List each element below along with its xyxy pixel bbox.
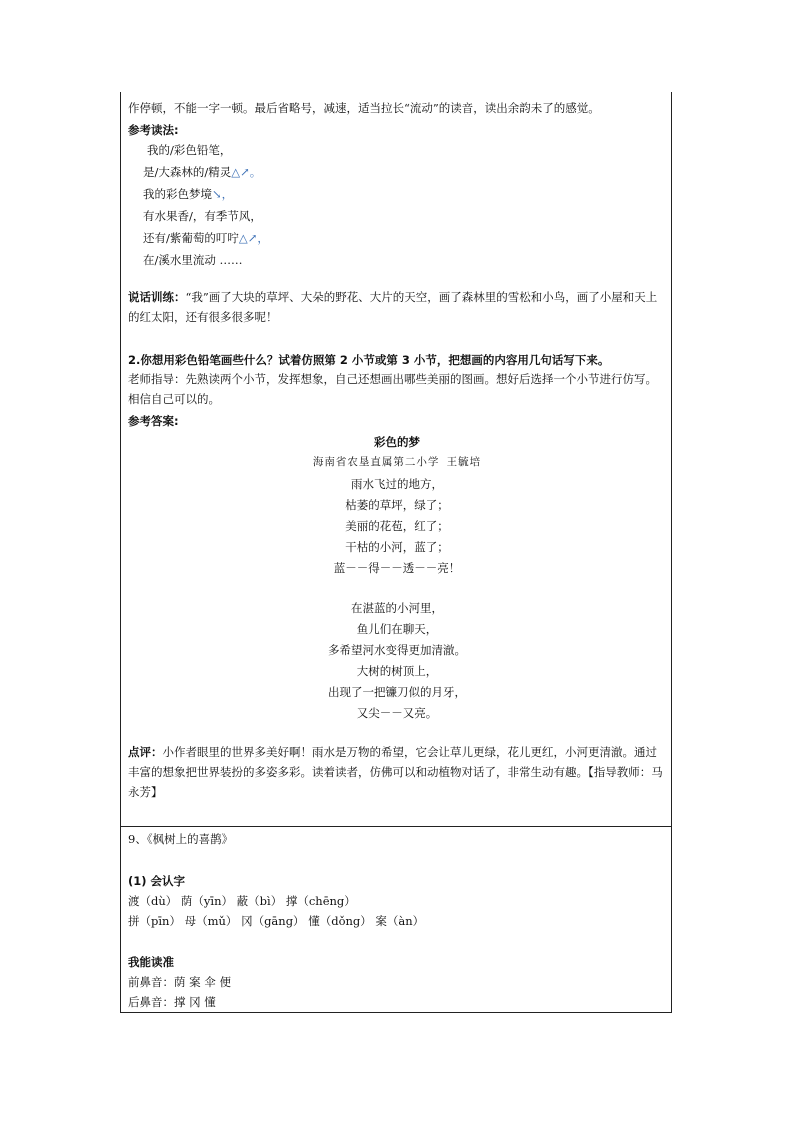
ref-answer-title: 参考答案: [128, 414, 179, 428]
ref-reading-title: 参考读法: [128, 123, 179, 137]
poem-line: 枯萎的草坪，绿了； [345, 498, 449, 512]
document-table [120, 92, 672, 1012]
reading-line: 我的/彩色铅笔， [147, 143, 232, 157]
poem-line: 大树的树顶上， [356, 664, 438, 678]
poem-title: 彩色的梦 [374, 435, 420, 449]
front-nasal-row: 前鼻音：荫 案 伞 便 [128, 975, 231, 989]
recognize-row: 拼（pīn） 母（mǔ） 冈（gāng） 懂（dǒng） 案（àn） [128, 914, 425, 928]
lesson-title: 9、《枫树上的喜鹊》 [128, 832, 234, 846]
reading-line: 我的彩色梦境↘， [143, 187, 234, 201]
read-title: 我能读准 [128, 955, 174, 969]
comment-block: 点评：小作者眼里的世界多美好啊！雨水是万物的希望，它会让草儿更绿，花儿更红，小河更清澈。通过丰富的想象把世界装扮的多姿多彩。读着读者，仿佛可以和动植物对话了，非常生动有趣。【指导教师：马永芳】 [128, 745, 663, 799]
intonation-rise-icon: △↗， [238, 231, 269, 245]
intro-line: 作停顿，不能一字一顿。最后省略号，减速，适当拉长“流动”的读音，读出余韵未了的感觉。 [128, 101, 600, 115]
speaking-training: 说话训练：“我”画了大块的草坪、大朵的野花、大片的天空，画了森林里的雪松和小鸟，画了小屋和天上的红太阳，还有很多很多呢！ [128, 290, 658, 324]
poem-line: 美丽的花苞，红了； [345, 519, 449, 533]
poem-line: 鱼儿们在聊天， [356, 622, 438, 636]
poem-line: 蓝－－得－－透－－亮！ [333, 561, 461, 575]
reading-line: 有水果香/，有季节风， [143, 209, 262, 223]
poem-author: 海南省农垦直属第二小学 王毓培 [312, 456, 482, 468]
teacher-guide: 老师指导：先熟读两个小节，发挥想象，自己还想画出哪些美丽的图画。想好后选择一个小节进行仿写。相信自己可以的。 [128, 372, 657, 406]
top-cell [120, 92, 672, 827]
poem-line: 在湛蓝的小河里， [351, 601, 443, 615]
poem-line: 干枯的小河，蓝了； [345, 540, 449, 554]
reading-line: 是/大森林的/精灵△↗。 [143, 165, 262, 179]
poem-line: 又尖－－又亮。 [356, 706, 438, 720]
intonation-rise-icon: △↗。 [231, 165, 262, 179]
recognize-row: 渡（dù） 荫（yīn） 蔽（bì） 撑（chēng） [128, 894, 356, 908]
back-nasal-row: 后鼻音：撑 冈 懂 [128, 995, 216, 1009]
intonation-fall-icon: ↘， [212, 187, 234, 201]
poem-line: 雨水飞过的地方， [351, 477, 443, 491]
recognize-title: (1) 会认字 [128, 874, 186, 888]
question-2: 2.你想用彩色铅笔画些什么？试着仿照第 2 小节或第 3 小节，把想画的内容用几句话写下来。 [128, 353, 610, 367]
reading-line: 在/溪水里流动 …… [143, 253, 243, 267]
bottom-cell [120, 827, 672, 1013]
poem-line: 多希望河水变得更加清澈。 [328, 643, 466, 657]
poem-line: 出现了一把镰刀似的月牙， [328, 685, 466, 699]
reading-line: 还有/紫葡萄的叮咛△↗， [143, 231, 269, 245]
